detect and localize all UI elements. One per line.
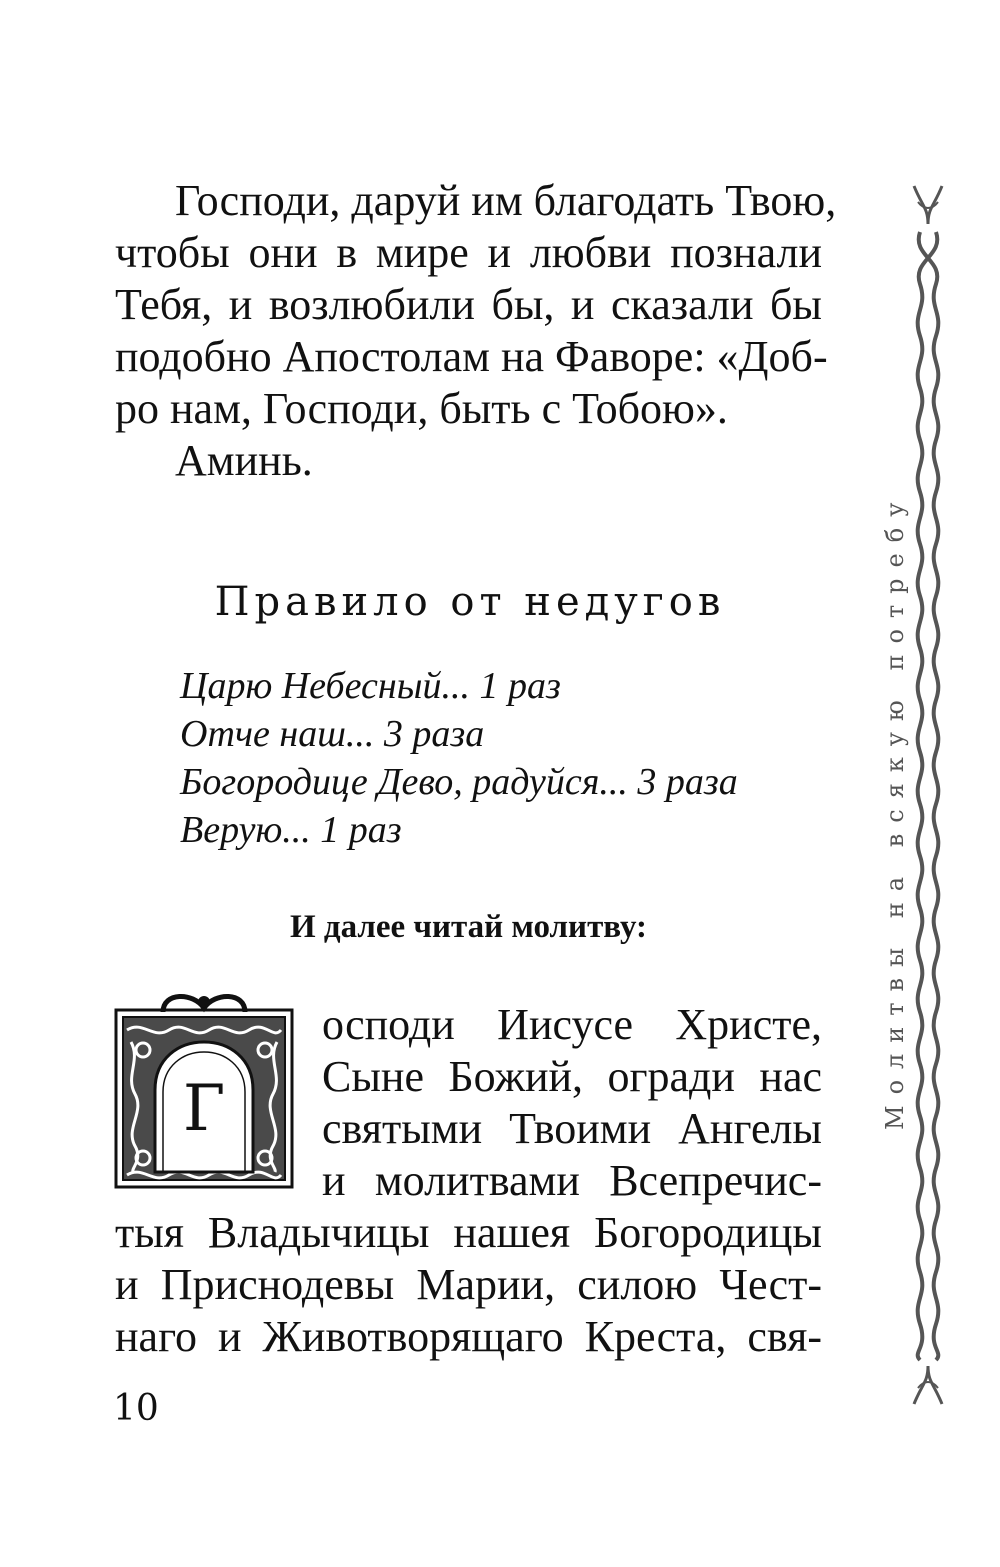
rule-item: Богородице Дево, радуйся... 3 раза bbox=[180, 761, 738, 803]
running-head: Молитвы на всякую потребу bbox=[881, 491, 909, 1130]
text-line: тыя Владычицы нашея Богородицы bbox=[115, 1208, 822, 1257]
text-line: Сыне Божий, огради нас bbox=[322, 1052, 822, 1101]
text-line: наго и Животворящаго Креста, свя- bbox=[115, 1312, 822, 1361]
instruction-heading: И далее читай молитву: bbox=[289, 909, 648, 945]
text-line: и молитвами Всепречис- bbox=[322, 1156, 822, 1205]
rule-item: Верую... 1 раз bbox=[180, 809, 402, 851]
page-number: 10 bbox=[113, 1388, 159, 1429]
ornamental-drop-cap bbox=[113, 990, 295, 1190]
drop-cap-letter: Г bbox=[182, 1072, 226, 1146]
side-ornament-border bbox=[908, 180, 948, 1410]
text-line: святыми Твоими Ангелы bbox=[322, 1104, 822, 1153]
drop-cap-frame bbox=[113, 990, 295, 1190]
rule-item: Царю Небесный... 1 раз bbox=[180, 665, 561, 707]
text-line: Господи, даруй им благодать Твою, bbox=[175, 176, 837, 225]
section-heading: Правило от недугов bbox=[214, 579, 726, 625]
text-line: чтобы они в мире и любви познали bbox=[115, 228, 822, 277]
text-line: Тебя, и возлюбили бы, и сказали бы bbox=[115, 280, 822, 329]
text-line: осподи Иисусе Христе, bbox=[322, 1000, 822, 1049]
text-line: подобно Апостолам на Фаворе: «Доб- bbox=[115, 332, 828, 381]
text-line: ро нам, Господи, быть с Тобою». bbox=[115, 384, 728, 433]
text-line: и Приснодевы Марии, силою Чест- bbox=[115, 1260, 822, 1309]
rule-item: Отче наш... 3 раза bbox=[180, 713, 485, 755]
amen-line: Аминь. bbox=[175, 436, 313, 485]
